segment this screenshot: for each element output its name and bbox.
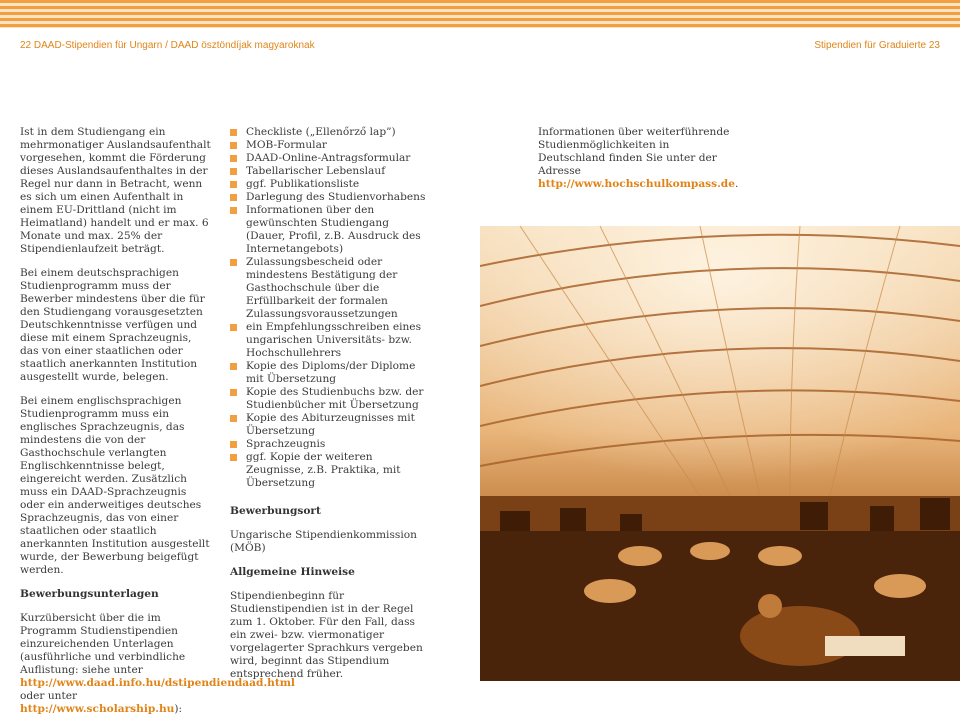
checklist-item-text: DAAD-Online-Antragsformular [246, 152, 411, 164]
page-header [0, 38, 960, 54]
checklist-item [230, 152, 430, 165]
checkbox-square-icon [230, 363, 237, 370]
hinweise-text: Stipendienbeginn für Studienstipendien ist in der Regel zum 1. Oktober. Für den Fall, dass ein zwei- bzw. viermonatiger vorgelagerter Sprachkurs vergeben wird, beginnt das Stipendium entsprechend früher. [230, 590, 423, 680]
heading-allgemeine-hinweise: Allgemeine Hinweise [230, 566, 355, 578]
paragraph-deutschsprachig: Bei einem deutschsprachigen Studienprogramm muss der Bewerber mindestens über die für den Studiengang vorausgesetzten Deutschkenntnisse verfügen und diese mit einem Sprachzeugnis, das von einer staatlichen oder staatlich anerkannten Institution ausgestellt wurde, belegen. [20, 267, 205, 383]
column-right [538, 126, 738, 202]
checklist-item [230, 165, 430, 178]
library-photo-illustration [480, 226, 960, 681]
checklist-item-text: Kopie des Abiturzeugnisses mit Übersetzung [246, 412, 415, 437]
checklist-item [230, 204, 430, 256]
checklist-item [230, 386, 430, 412]
checkbox-square-icon [230, 168, 237, 175]
checklist-item-text: Kopie des Studienbuchs bzw. der Studienbücher mit Übersetzung [246, 386, 424, 411]
paragraph-kurzuebersicht [20, 612, 295, 716]
heading-bewerbungsunterlagen: Bewerbungsunterlagen [20, 588, 159, 600]
checkbox-square-icon [230, 194, 237, 201]
checklist-item [230, 321, 430, 360]
checkbox-square-icon [230, 415, 237, 422]
checklist-item-text: Sprachzeugnis [246, 438, 326, 450]
checklist-item-text: Informationen über den gewünschten Studiengang (Dauer, Profil, z.B. Ausdruck des Internetangebots) [246, 204, 421, 255]
checkbox-square-icon [230, 454, 237, 461]
checklist-item-text: Checkliste („Ellenőrző lap”) [246, 126, 396, 138]
checklist-item-text: ggf. Kopie der weiteren Zeugnisse, z.B. Praktika, mit Übersetzung [246, 451, 401, 489]
checkbox-square-icon [230, 129, 237, 136]
checklist-item [230, 256, 430, 321]
decorative-stripes [0, 0, 960, 28]
checklist-item [230, 360, 430, 386]
checkbox-square-icon [230, 155, 237, 162]
bewerbungsort-text: Ungarische Stipendienkommission (MÖB) [230, 529, 417, 554]
checklist-item-text: ggf. Publikationsliste [246, 178, 360, 190]
checkbox-square-icon [230, 389, 237, 396]
checkbox-square-icon [230, 259, 237, 266]
header-right: Stipendien für Graduierte 23 [814, 40, 940, 51]
checklist-item-text: Kopie des Diploms/der Diplome mit Übersetzung [246, 360, 416, 385]
paragraph-englischsprachig: Bei einem englischsprachigen Studienprogramm muss ein englisches Sprachzeugnis, das mindestens die von der Gasthochschule verlangten Englischkenntnisse belegt, eingereicht werden. Zusätzlich muss ein DAAD-Sprachzeugnis oder ein anderweitiges deutsches Sprachzeugnis, das von einer staatlichen oder staatlich anerkannten Institution ausgestellt wurde, der Bewerbung beigefügt werden. [20, 395, 210, 576]
kurzuebersicht-end: ): [174, 703, 183, 715]
kurzuebersicht-text: Kurzübersicht über die im Programm Studienstipendien einzureichenden Unterlagen (ausführliche und verbindliche Auflistung: siehe unter [20, 612, 186, 676]
header-left: 22 DAAD-Stipendien für Ungarn / DAAD ösztöndíjak magyaroknak [20, 40, 315, 51]
checkbox-square-icon [230, 181, 237, 188]
checklist-item [230, 412, 430, 438]
checklist-item [230, 191, 430, 204]
checklist-item [230, 438, 430, 451]
heading-bewerbungsort: Bewerbungsort [230, 505, 321, 517]
checkbox-square-icon [230, 324, 237, 331]
checklist-item [230, 178, 430, 191]
checklist-item [230, 126, 430, 139]
info-paragraph [538, 126, 738, 191]
checklist-item-text: Darlegung des Studienvorhabens [246, 191, 426, 203]
checklist-item [230, 139, 430, 152]
daad-link[interactable]: http://www.daad.info.hu/dstipendiendaad.html [20, 677, 295, 689]
checklist-item [230, 451, 430, 490]
checkbox-square-icon [230, 207, 237, 214]
scholarship-link[interactable]: http://www.scholarship.hu [20, 703, 175, 715]
checklist-item-text: MOB-Formular [246, 139, 327, 151]
checklist-item-text: ein Empfehlungsschreiben eines ungarischen Universitäts- bzw. Hochschullehrers [246, 321, 422, 359]
checkbox-square-icon [230, 441, 237, 448]
checklist-item-text: Zulassungsbescheid oder mindestens Bestätigung der Gasthochschule über die Erfüllbarkeit der formalen Zulassungsvoraussetzungen [246, 256, 398, 320]
hochschulkompass-link[interactable]: http://www.hochschulkompass.de [538, 178, 735, 190]
checkbox-square-icon [230, 142, 237, 149]
paragraph-auslandsaufenthalt: Ist in dem Studiengang ein mehrmonatiger Auslandsaufenthalt vorgesehen, kommt die Förderung dieses Auslandsaufenthaltes in der Regel nur dann in Betracht, wenn es sich um einen Aufenthalt in einem EU-Drittland (nicht im Heimatland) handelt und er max. 6 Monate und max. 25% der Stipendienlaufzeit beträgt. [20, 126, 211, 255]
column-middle [230, 126, 430, 692]
kurzuebersicht-mid: oder unter [20, 690, 78, 702]
checklist-item-text: Tabellarischer Lebenslauf [246, 165, 386, 177]
info-end: . [734, 178, 739, 190]
checklist [230, 126, 430, 490]
library-photo [480, 226, 960, 681]
info-text: Informationen über weiterführende Studienmöglichkeiten in Deutschland finden Sie unter der Adresse [538, 126, 730, 177]
